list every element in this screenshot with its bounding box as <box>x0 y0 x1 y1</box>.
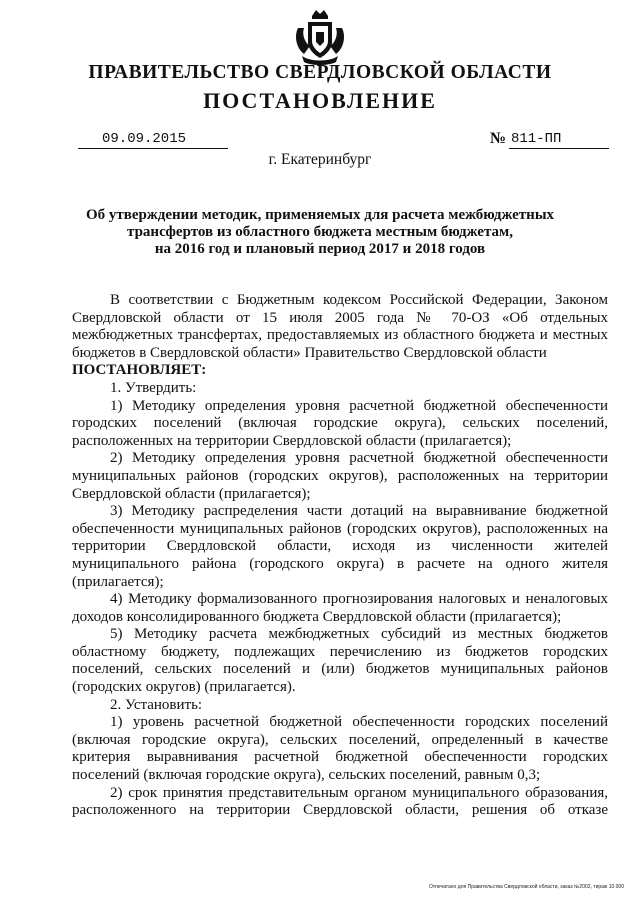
clause-1-4: 4) Методику формализованного прогнозирования налоговых и неналоговых доходов консолидированного бюджета Свердловской области (прилагается); <box>72 591 608 625</box>
document-number: 811-ПП <box>509 130 609 149</box>
number-label: № <box>490 130 507 147</box>
title-line: на 2016 год и плановый период 2017 и 2018 годов <box>154 241 486 257</box>
document-type: ПОСТАНОВЛЕНИЕ <box>203 88 437 113</box>
clause-1: 1. Утвердить: <box>110 379 197 396</box>
preamble: В соответствии с Бюджетным кодексом Российской Федерации, Законом Свердловской области от 15 июля 2005 года № 70-ОЗ «Об отдельных межбюджетных трансфертах, предоставляемых из областного бюджета и местных бюджетов в Свердловской области» Правительство Свердловской области <box>72 292 608 361</box>
resolves-heading: ПОСТАНОВЛЯЕТ: <box>72 362 207 379</box>
clause-1-2: 2) Методику определения уровня расчетной бюджетной обеспеченности муниципальных районов (городских округов), расположенных на территории Свердловской области (прилагается); <box>72 450 608 502</box>
clause-1-3: 3) Методику распределения части дотаций на выравнивание бюджетной обеспеченности муниципальных районов (городских округов), расположенных на территории Свердловской области, исходя из численности жителей муниципального района (городского округа) в расчете на одного жителя (прилагается); <box>72 503 608 590</box>
clause-2-2: 2) срок принятия представительным органом муниципального образования, расположенного на территории Свердловской области, решения об отказе <box>72 784 608 819</box>
document-body <box>72 292 608 820</box>
title-line: трансфертов из областного бюджета местным бюджетам, <box>127 224 513 240</box>
clause-1-1: 1) Методику определения уровня расчетной бюджетной обеспеченности городских поселений (включая городские округа), сельских поселений, расположенных на территории Свердловской области (прилагается); <box>72 397 608 449</box>
clause-2-1: 1) уровень расчетной бюджетной обеспеченности городских поселений (включая городские округа), сельских поселений, определенный в качестве критерия выравнивания расчетной бюджетной обеспеченности городских поселений (включая городские округа), сельских поселений, равным 0,3; <box>72 714 608 784</box>
city: г. Екатеринбург <box>268 151 372 168</box>
title-line: Об утверждении методик, применяемых для расчета межбюджетных <box>85 207 555 223</box>
print-note: Отпечатано для Правительства Свердловской области, заказ №2002, тираж 10 000 <box>428 884 624 890</box>
organization-name: ПРАВИТЕЛЬСТВО СВЕРДЛОВСКОЙ ОБЛАСТИ <box>88 62 552 83</box>
document-title <box>80 207 560 258</box>
coat-of-arms-icon <box>292 6 348 66</box>
document-date: 09.09.2015 <box>78 130 228 149</box>
clause-1-5: 5) Методику расчета межбюджетных субсидий из местных бюджетов областному бюджету, подлежащих перечислению из бюджетов городских поселений, сельских поселений и (или) бюджетов муниципальных районов (городских округов) (прилагается). <box>72 626 608 696</box>
clause-2: 2. Установить: <box>110 696 203 713</box>
